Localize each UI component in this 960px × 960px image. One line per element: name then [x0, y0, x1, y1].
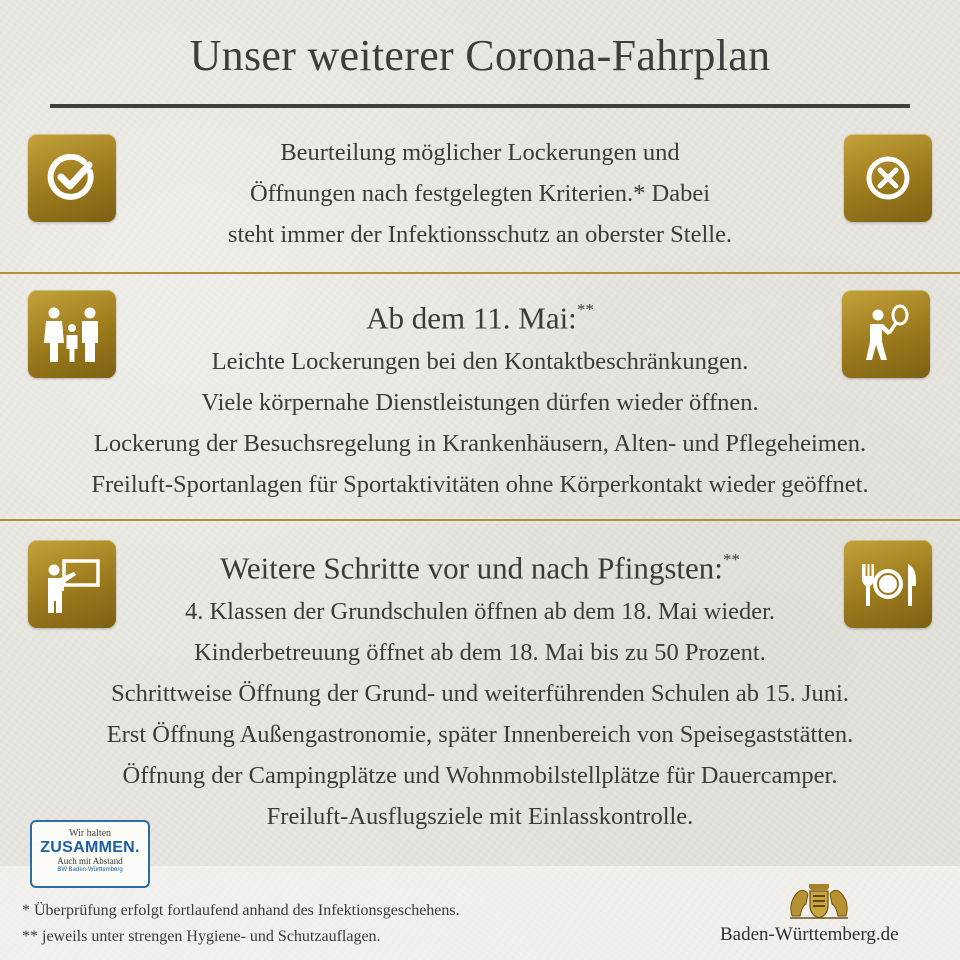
badge-headline: ZUSAMMEN.: [40, 839, 140, 856]
title-underline: [50, 104, 910, 108]
text-line: Freiluft-Ausflugsziele mit Einlasskontrolle.: [266, 802, 694, 830]
text-line: Viele körpernahe Dienstleistungen dürfen wieder öffnen.: [201, 388, 759, 416]
text-line: Erst Öffnung Außengastronomie, später Innenbereich von Speisegaststätten.: [106, 720, 854, 748]
text-line: Kinderbetreuung öffnet ab dem 18. Mai bis zu 50 Prozent.: [194, 638, 766, 666]
section-divider: [0, 519, 960, 521]
text-line: Lockerung der Besuchsregelung in Krankenhäusern, Alten- und Pflegeheimen.: [93, 429, 867, 457]
section-divider: [0, 272, 960, 274]
section-pentecost: [0, 538, 960, 837]
text-line: Beurteilung möglicher Lockerungen und: [280, 139, 680, 166]
state-website: Baden-Württemberg.de: [720, 924, 899, 945]
text-line: Leichte Lockerungen bei den Kontaktbeschränkungen.: [211, 347, 749, 375]
text-line: 4. Klassen der Grundschulen öffnen ab dem 18. Mai wieder.: [184, 597, 776, 625]
heading-text: Weitere Schritte vor und nach Pfingsten:: [220, 550, 723, 586]
text-line: Schrittweise Öffnung der Grund- und weiterführenden Schulen ab 15. Juni.: [111, 679, 849, 707]
footnote-marker: **: [576, 300, 594, 319]
footnote-2: ** jeweils unter strengen Hygiene- und Schutzauflagen.: [22, 928, 381, 945]
text-line: Öffnung der Campingplätze und Wohnmobilstellplätze für Dauercamper.: [122, 761, 838, 789]
heading-text: Ab dem 11. Mai:: [366, 300, 577, 336]
section-may-11: [0, 288, 960, 505]
section-criteria: [0, 132, 960, 255]
section-heading: [0, 288, 960, 341]
campaign-badge: [30, 820, 150, 888]
badge-logo-text: BW Baden-Württemberg: [57, 867, 123, 873]
state-crest-icon: [782, 874, 856, 920]
text-line: Öffnungen nach festgelegten Kriterien.* Dabei: [249, 180, 711, 207]
footnote-marker: **: [722, 550, 740, 569]
footnote-1: * Überprüfung erfolgt fortlaufend anhand des Infektionsgeschehens.: [22, 902, 460, 919]
text-line: Freiluft-Sportanlagen für Sportaktivitäten ohne Körperkontakt wieder geöffnet.: [91, 470, 869, 498]
section-heading: [0, 538, 960, 591]
badge-line: Auch mit Abstand: [57, 856, 123, 866]
text-line: steht immer der Infektionsschutz an oberster Stelle.: [227, 221, 733, 248]
page-title: Unser weiterer Corona-Fahrplan: [189, 31, 771, 80]
badge-line: Wir halten: [68, 828, 112, 839]
